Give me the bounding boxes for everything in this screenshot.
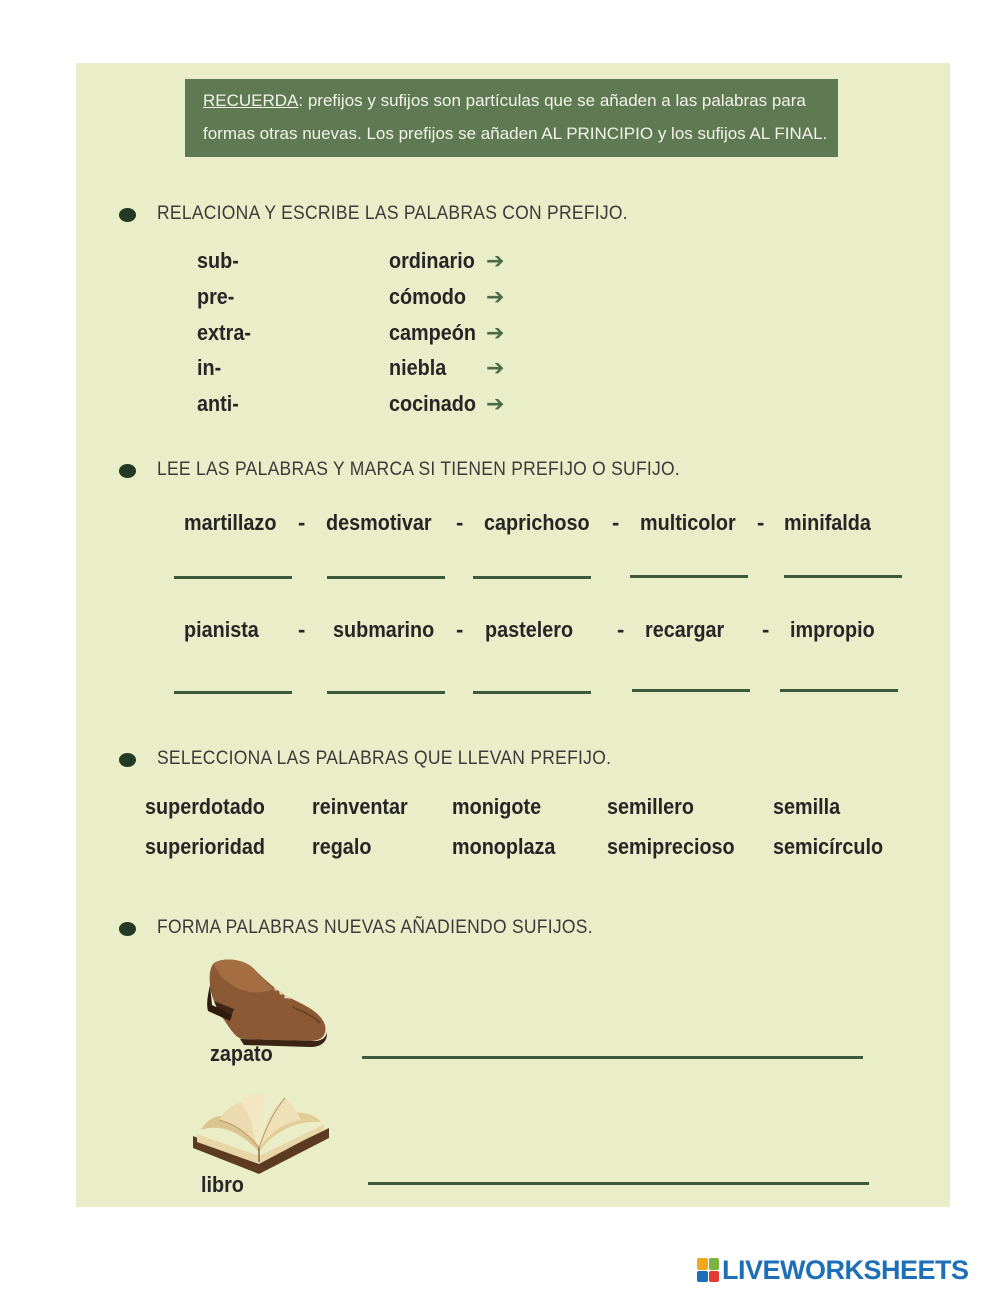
arrow-right-icon: ➔ <box>486 320 505 345</box>
liveworksheets-logo[interactable] <box>697 1255 969 1285</box>
bullet-icon <box>119 922 136 936</box>
selectable-word[interactable]: semiprecioso <box>607 834 735 859</box>
word-item: multicolor <box>640 510 736 535</box>
section4-heading: FORMA PALABRAS NUEVAS AÑADIENDO SUFIJOS. <box>157 917 593 938</box>
answer-blank[interactable] <box>174 691 292 694</box>
prefix-item[interactable]: extra- <box>197 320 251 345</box>
base-word-item[interactable]: cocinado <box>389 391 476 416</box>
separator-dash: - <box>617 617 625 642</box>
logo-tile <box>697 1258 708 1270</box>
shoe-icon <box>204 955 330 1051</box>
base-word-item[interactable]: niebla <box>389 355 447 380</box>
selectable-word[interactable]: semilla <box>773 794 841 819</box>
base-word-item[interactable]: cómodo <box>389 284 467 309</box>
prefix-item[interactable]: sub- <box>197 248 239 273</box>
prefix-item[interactable]: in- <box>197 355 222 380</box>
logo-tile <box>709 1271 720 1283</box>
arrow-right-icon: ➔ <box>486 248 505 273</box>
word-item: pianista <box>184 617 259 642</box>
selectable-word[interactable]: superdotado <box>145 794 265 819</box>
answer-blank[interactable] <box>327 691 445 694</box>
word-item: pastelero <box>485 617 574 642</box>
section1-heading: RELACIONA Y ESCRIBE LAS PALABRAS CON PREFIJO. <box>157 203 628 224</box>
brand-logo-icon <box>697 1258 719 1282</box>
word-item: minifalda <box>784 510 871 535</box>
answer-line[interactable] <box>368 1182 869 1185</box>
suffix-base-word: zapato <box>210 1041 273 1066</box>
reminder-line-2: formas otras nuevas. Los prefijos se añaden AL PRINCIPIO y los sufijos AL FINAL. <box>203 124 828 143</box>
bullet-icon <box>119 208 136 222</box>
selectable-word[interactable]: reinventar <box>312 794 408 819</box>
section3-heading: SELECCIONA LAS PALABRAS QUE LLEVAN PREFIJO. <box>157 748 612 769</box>
word-item: desmotivar <box>326 510 432 535</box>
answer-line[interactable] <box>362 1056 863 1059</box>
word-item: martillazo <box>184 510 277 535</box>
prefix-item[interactable]: anti- <box>197 391 239 416</box>
answer-blank[interactable] <box>632 689 750 692</box>
bullet-icon <box>119 464 136 478</box>
selectable-word[interactable]: semillero <box>607 794 694 819</box>
answer-blank[interactable] <box>473 576 591 579</box>
word-item: caprichoso <box>484 510 590 535</box>
separator-dash: - <box>757 510 765 535</box>
word-item: impropio <box>790 617 875 642</box>
separator-dash: - <box>298 510 306 535</box>
logo-tile <box>709 1258 720 1270</box>
answer-blank[interactable] <box>780 689 898 692</box>
selectable-word[interactable]: monigote <box>452 794 542 819</box>
answer-blank[interactable] <box>784 575 902 578</box>
separator-dash: - <box>456 617 464 642</box>
arrow-right-icon: ➔ <box>486 284 505 309</box>
reminder-box <box>185 79 838 157</box>
selectable-word[interactable]: monoplaza <box>452 834 556 859</box>
base-word-item[interactable]: ordinario <box>389 248 475 273</box>
section2-heading: LEE LAS PALABRAS Y MARCA SI TIENEN PREFIJO O SUFIJO. <box>157 459 681 480</box>
selectable-word[interactable]: semicírculo <box>773 834 884 859</box>
word-item: submarino <box>333 617 435 642</box>
answer-blank[interactable] <box>174 576 292 579</box>
separator-dash: - <box>298 617 306 642</box>
answer-blank[interactable] <box>327 576 445 579</box>
arrow-right-icon: ➔ <box>486 391 505 416</box>
selectable-word[interactable]: superioridad <box>145 834 265 859</box>
separator-dash: - <box>612 510 620 535</box>
suffix-base-word: libro <box>201 1172 244 1197</box>
answer-blank[interactable] <box>630 575 748 578</box>
word-item: recargar <box>645 617 725 642</box>
reminder-label: RECUERDA <box>203 91 299 110</box>
separator-dash: - <box>762 617 770 642</box>
base-word-item[interactable]: campeón <box>389 320 476 345</box>
prefix-item[interactable]: pre- <box>197 284 235 309</box>
bullet-icon <box>119 753 136 767</box>
arrow-right-icon: ➔ <box>486 355 505 380</box>
logo-tile <box>697 1271 708 1283</box>
book-icon <box>189 1090 333 1180</box>
selectable-word[interactable]: regalo <box>312 834 372 859</box>
brand-name: LIVEWORKSHEETS <box>722 1254 969 1285</box>
separator-dash: - <box>456 510 464 535</box>
reminder-line-1: RECUERDA: prefijos y sufijos son partículas que se añaden a las palabras para <box>203 91 806 110</box>
answer-blank[interactable] <box>473 691 591 694</box>
